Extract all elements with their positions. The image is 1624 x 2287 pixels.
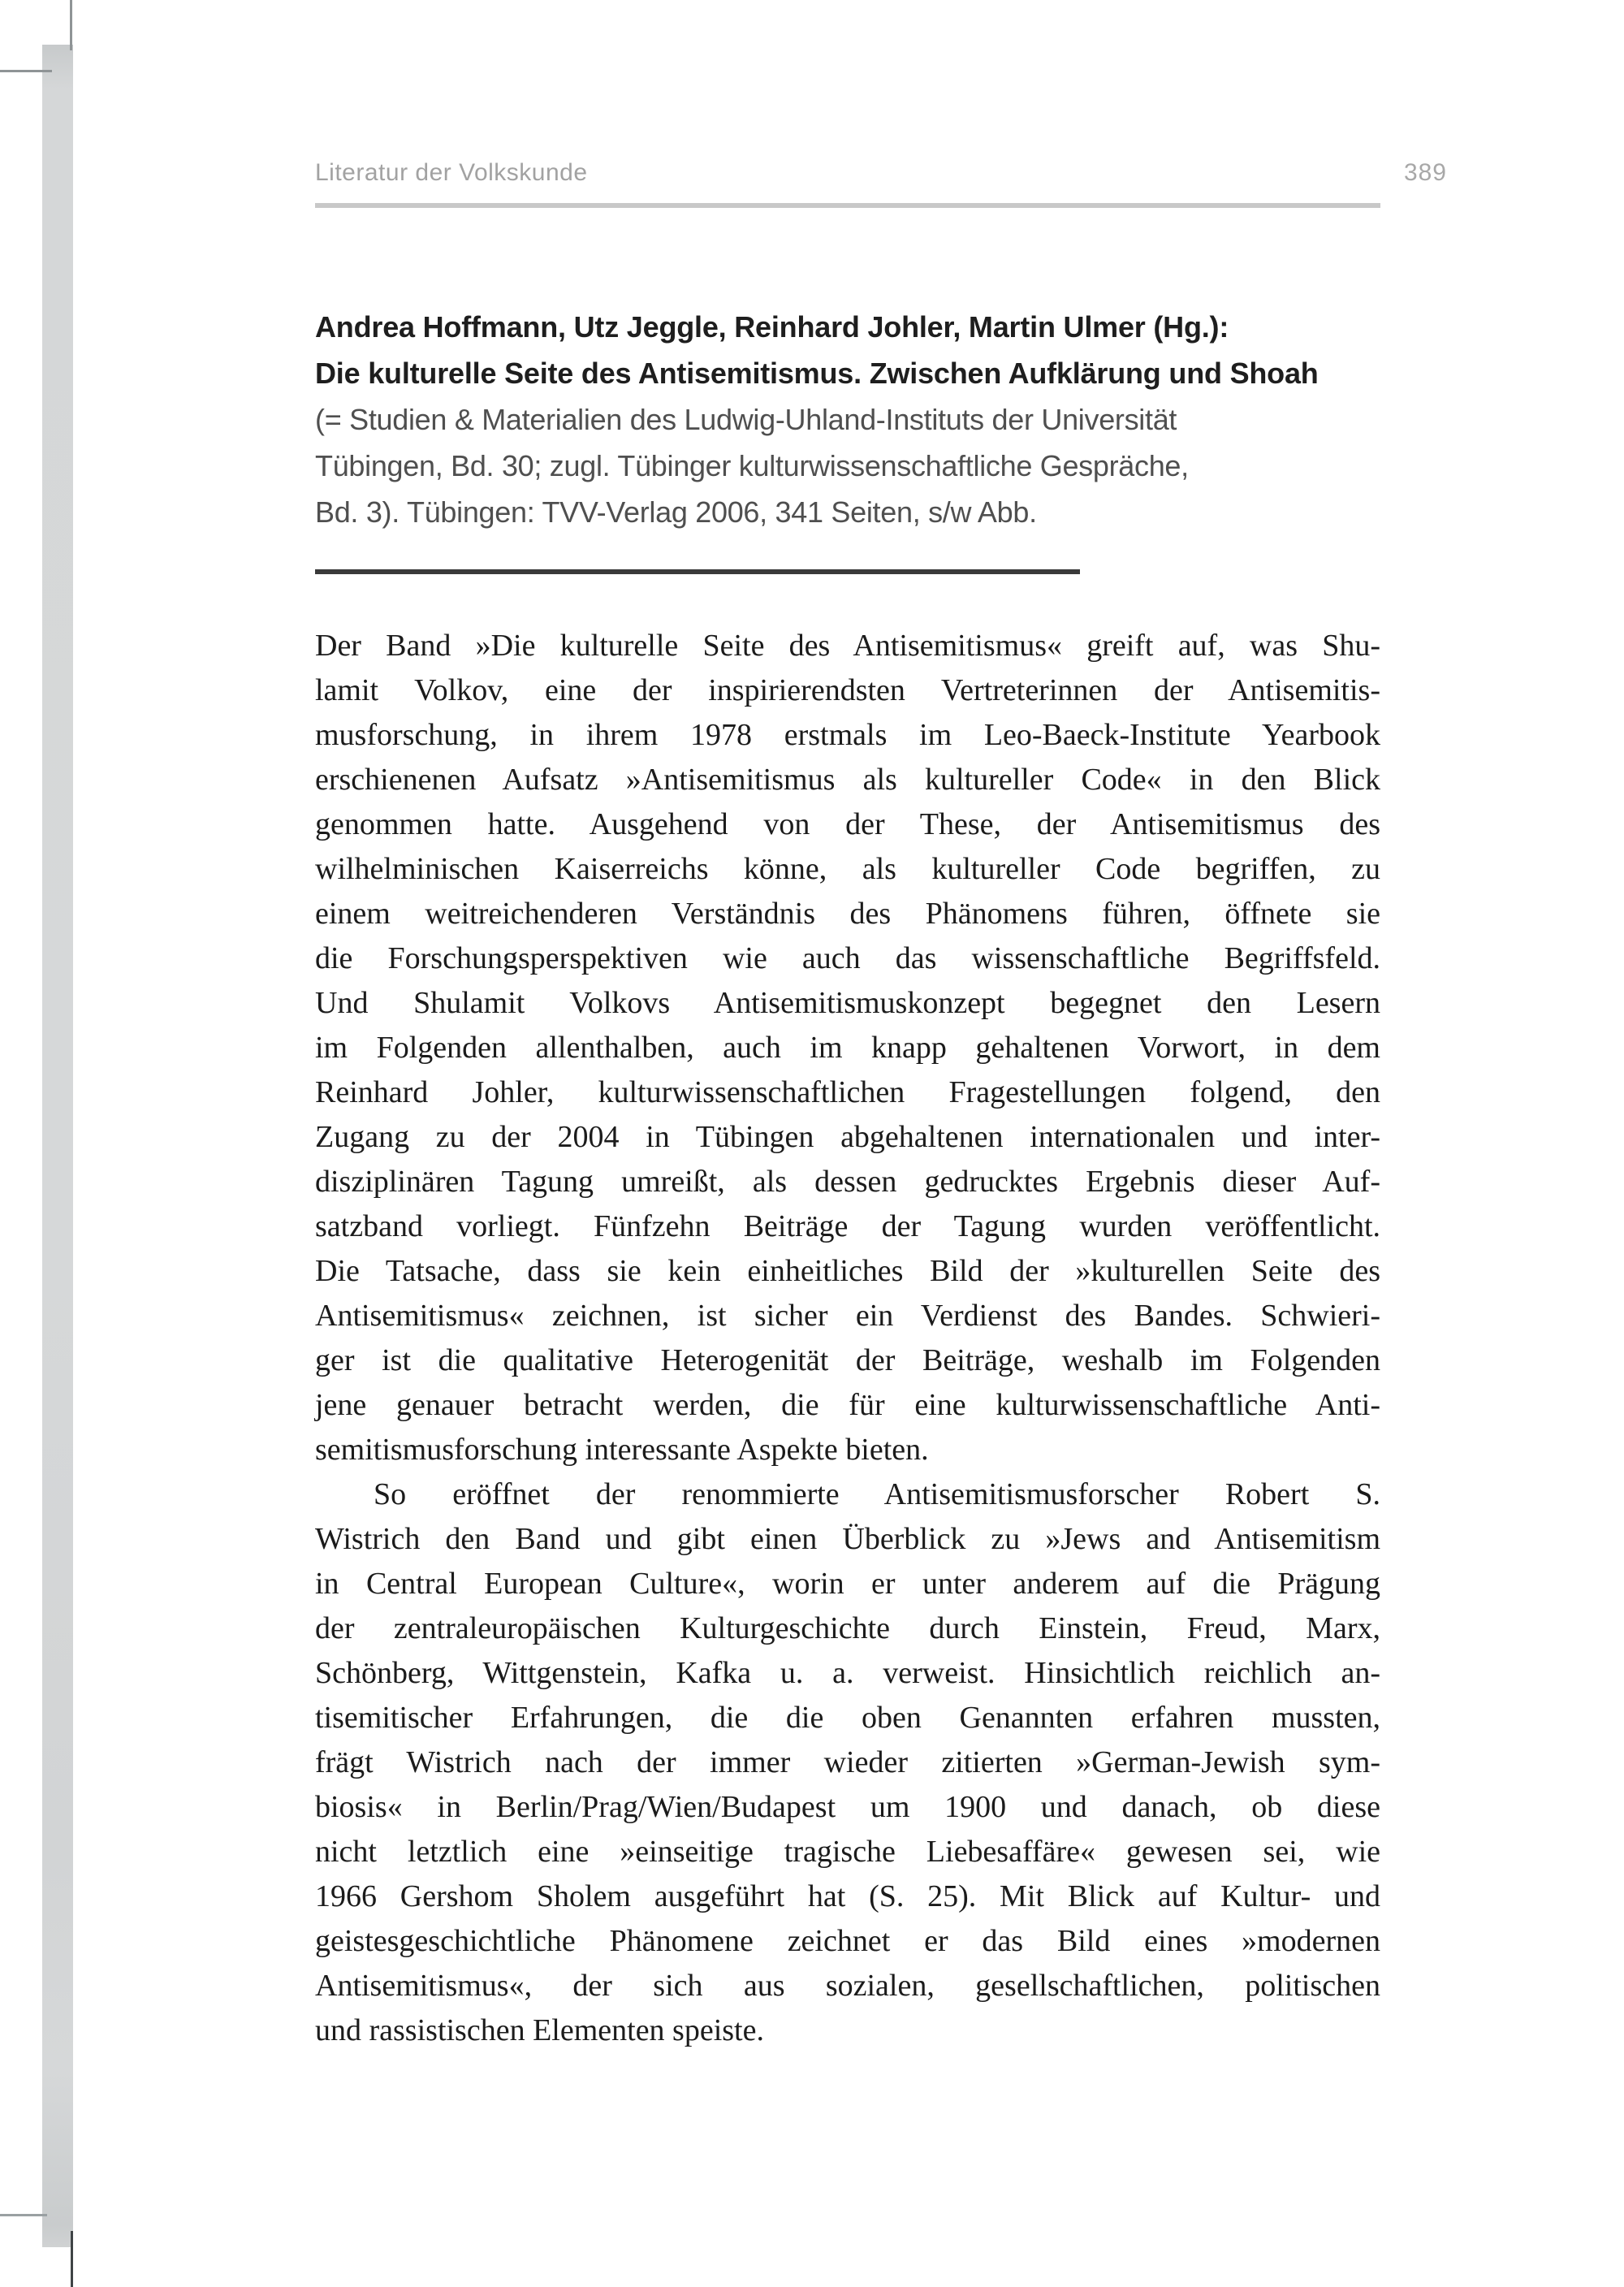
body-line: Und Shulamit Volkovs Antisemitismuskonzept begegnet den Lesern <box>315 986 1380 1020</box>
citation-divider-rule <box>315 569 1080 574</box>
body-line: im Folgenden allenthalben, auch im knapp gehaltenen Vorwort, in dem <box>315 1031 1380 1065</box>
citation-line: Tübingen, Bd. 30; zugl. Tübinger kulturwissenschaftliche Gespräche, <box>315 449 1189 482</box>
body-paragraph <box>315 1472 1380 2053</box>
body-paragraph <box>315 624 1380 1472</box>
body-line: tisemitischer Erfahrungen, die die oben Genannten erfahren mussten, <box>315 1701 1380 1735</box>
body-line: Reinhard Johler, kulturwissenschaftlichen Fragestellungen folgend, den <box>315 1075 1380 1109</box>
body-line: semitismusforschung interessante Aspekte bieten. <box>315 1433 929 1467</box>
body-line: und rassistischen Elementen speiste. <box>315 2013 764 2047</box>
body-line: genommen hatte. Ausgehend von der These, der Antisemitismus des <box>315 807 1380 841</box>
body-line: in Central European Culture«, worin er unter anderem auf die Prägung <box>315 1567 1380 1601</box>
body-line: Antisemitismus«, der sich aus sozialen, gesellschaftlichen, politischen <box>315 1969 1380 2003</box>
body-line: der zentraleuropäischen Kulturgeschichte durch Einstein, Freud, Marx, <box>315 1611 1380 1645</box>
body-line: einem weitreichenderen Verständnis des Phänomens führen, öffnete sie <box>315 897 1380 931</box>
body-line: Wistrich den Band und gibt einen Überblick zu »Jews and Antisemitism <box>315 1522 1380 1556</box>
citation-line: Die kulturelle Seite des Antisemitismus. Zwischen Aufklärung und Shoah <box>315 357 1319 390</box>
body-line: Zugang zu der 2004 in Tübingen abgehaltenen internationalen und inter- <box>315 1120 1380 1154</box>
citation-line: (= Studien & Materialien des Ludwig-Uhland-Instituts der Universität <box>315 403 1177 436</box>
body-line: geistesgeschichtliche Phänomene zeichnet er das Bild eines »modernen <box>315 1924 1380 1958</box>
crop-mark-top-horizontal <box>0 70 52 72</box>
body-line: nicht letztlich eine »einseitige tragische Liebesaffäre« gewesen sei, wie <box>315 1835 1380 1869</box>
body-line: So eröffnet der renommierte Antisemitismusforscher Robert S. <box>374 1477 1380 1511</box>
body-line: ger ist die qualitative Heterogenität der Beiträge, weshalb im Folgenden <box>315 1343 1380 1377</box>
body-line: lamit Volkov, eine der inspirierendsten Vertreterinnen der Antisemitis- <box>315 673 1380 707</box>
page-number: 389 <box>1403 159 1447 186</box>
body-line: Schönberg, Wittgenstein, Kafka u. a. verweist. Hinsichtlich reichlich an- <box>315 1656 1380 1690</box>
crop-mark-bottom-horizontal <box>0 2214 47 2216</box>
body-line: Die Tatsache, dass sie kein einheitliches Bild der »kulturellen Seite des <box>315 1254 1380 1288</box>
running-header-title: Literatur der Volkskunde <box>315 159 588 186</box>
crop-mark-top-vertical <box>70 0 72 50</box>
body-line: disziplinären Tagung umreißt, als dessen gedrucktes Ergebnis dieser Auf- <box>315 1165 1380 1199</box>
citation-line: Andrea Hoffmann, Utz Jeggle, Reinhard Johler, Martin Ulmer (Hg.): <box>315 310 1229 344</box>
body-line: Antisemitismus« zeichnen, ist sicher ein Verdienst des Bandes. Schwieri- <box>315 1299 1380 1333</box>
body-line: wilhelminischen Kaiserreichs könne, als kultureller Code begriffen, zu <box>315 852 1380 886</box>
body-line: satzband vorliegt. Fünfzehn Beiträge der Tagung wurden veröffentlicht. <box>315 1209 1380 1243</box>
review-body <box>315 624 1380 2053</box>
body-line: frägt Wistrich nach der immer wieder zitierten »German-Jewish sym- <box>315 1745 1380 1779</box>
body-line: erschienenen Aufsatz »Antisemitismus als kultureller Code« in den Blick <box>315 763 1380 797</box>
body-line: 1966 Gershom Sholem ausgeführt hat (S. 25). Mit Blick auf Kultur- und <box>315 1879 1380 1913</box>
crop-mark-bottom-vertical <box>71 2231 73 2287</box>
citation-line: Bd. 3). Tübingen: TVV-Verlag 2006, 341 Seiten, s/w Abb. <box>315 495 1037 529</box>
body-line: musforschung, in ihrem 1978 erstmals im Leo-Baeck-Institute Yearbook <box>315 718 1380 752</box>
header-divider-rule <box>315 203 1380 208</box>
body-line: biosis« in Berlin/Prag/Wien/Budapest um 1900 und danach, ob diese <box>315 1790 1380 1824</box>
body-line: die Forschungsperspektiven wie auch das wissenschaftliche Begriffsfeld. <box>315 941 1380 975</box>
body-line: Der Band »Die kulturelle Seite des Antisemitismus« greift auf, was Shu- <box>315 629 1380 663</box>
body-line: jene genauer betracht werden, die für eine kulturwissenschaftliche Anti- <box>315 1388 1380 1422</box>
scan-spine-band <box>42 45 73 2247</box>
citation-block <box>315 304 1419 535</box>
